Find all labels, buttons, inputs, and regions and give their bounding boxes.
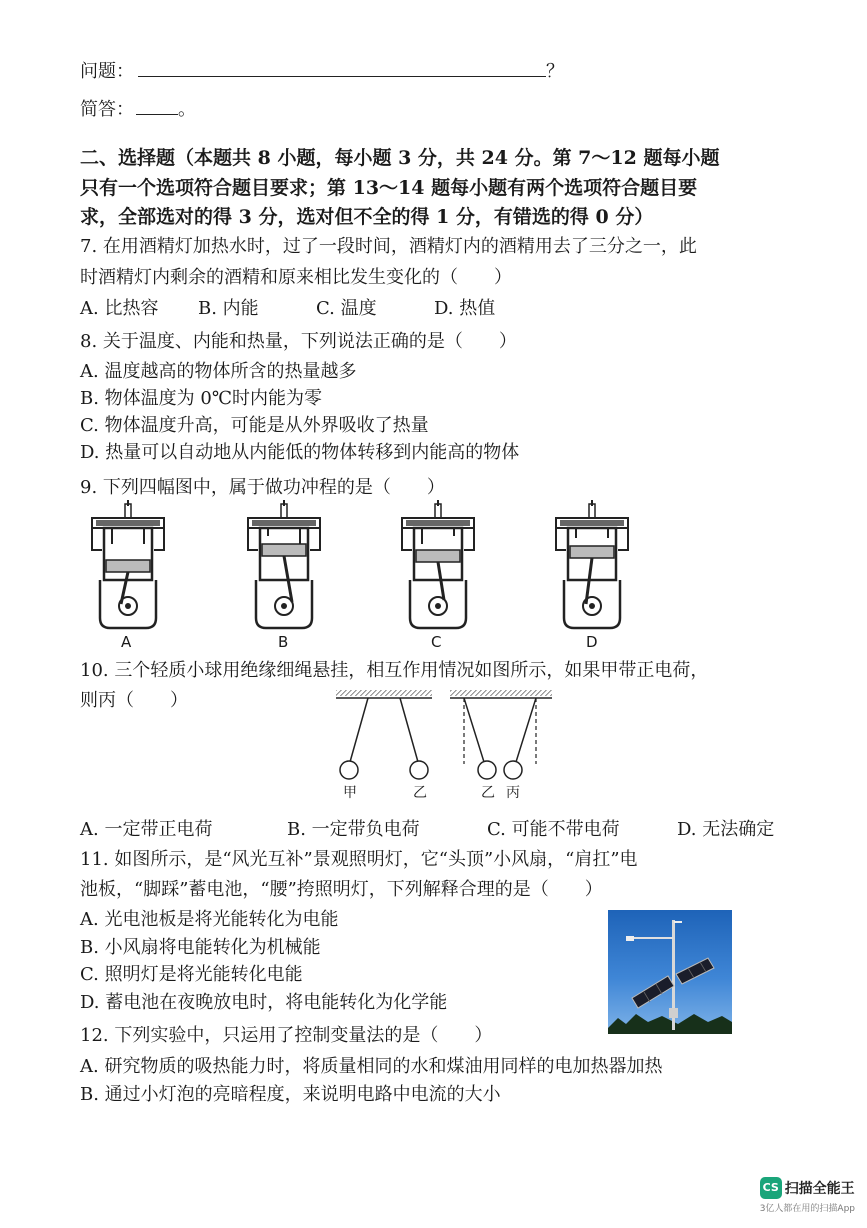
q7-options <box>80 297 495 321</box>
engine-label-b: B <box>278 633 289 651</box>
q8-option-d: D. 热量可以自动地从内能低的物体转移到内能高的物体 <box>80 442 520 463</box>
answer-blank <box>136 96 178 115</box>
question-blank <box>138 58 546 77</box>
q10-option-b: B. 一定带负电荷 <box>287 819 420 840</box>
q8-option-a: A. 温度越高的物体所含的热量越多 <box>80 361 357 382</box>
engine-c <box>402 500 474 628</box>
q12-stem: 12. 下列实验中，只运用了控制变量法的是（ ） <box>80 1025 493 1046</box>
answer-line <box>80 96 196 122</box>
q12-option-a: A. 研究物质的吸热能力时，将质量相同的水和煤油用同样的电加热器加热 <box>80 1056 663 1077</box>
ball-label-jia: 甲 <box>343 785 357 801</box>
scanner-app-name: 扫描全能王 <box>784 1181 855 1197</box>
scanner-watermark <box>760 1177 855 1214</box>
q7-option-c: C. 温度 <box>316 298 377 319</box>
ball-label-yi-1: 乙 <box>413 785 427 801</box>
section-heading-line-2: 只有一个选项符合题目要求；第 13～14 题每小题有两个选项符合题目要 <box>80 177 698 199</box>
q9-engine-figures <box>0 500 867 635</box>
q11-option-d: D. 蓄电池在夜晚放电时，将电能转化为化学能 <box>80 992 448 1013</box>
q11-option-c: C. 照明灯是将光能转化电能 <box>80 964 303 985</box>
q11-option-a: A. 光电池板是将光能转化为电能 <box>80 909 339 930</box>
q11-stem-line-1: 11. 如图所示，是“风光互补”景观照明灯，它“头顶”小风扇，“肩扛”电 <box>80 849 638 870</box>
q10-stem-line-2: 则丙（ ） <box>80 690 188 711</box>
q10-stem-line-1: 10. 三个轻质小球用绝缘细绳悬挂，相互作用情况如图所示，如果甲带正电荷， <box>80 660 709 681</box>
engine-label-c: C <box>431 633 442 651</box>
answer-label: 简答： <box>80 99 134 120</box>
q11-stem-line-2: 池板，“脚踩”蓄电池，“腰”挎照明灯，下列解释合理的是（ ） <box>80 879 603 900</box>
q10-option-c: C. 可能不带电荷 <box>487 819 620 840</box>
q10-option-a: A. 一定带正电荷 <box>80 819 213 840</box>
section-heading-line-3: 求，全部选对的得 3 分，选对但不全的得 1 分，有错选的得 0 分） <box>80 206 654 228</box>
q8-option-c: C. 物体温度升高，可能是从外界吸收了热量 <box>80 415 429 436</box>
streetlight-photo <box>608 910 732 1034</box>
engine-a <box>92 500 164 628</box>
scanner-tagline: 3亿人都在用的扫描App <box>759 1204 855 1214</box>
q7-option-d: D. 热值 <box>434 298 496 319</box>
q7-stem-line-2: 时酒精灯内剩余的酒精和原来相比发生变化的（ ） <box>80 267 512 288</box>
q7-option-a: A. 比热容 <box>80 298 159 319</box>
engine-label-a: A <box>121 633 132 651</box>
q11-option-b: B. 小风扇将电能转化为机械能 <box>80 937 321 958</box>
engine-d <box>556 500 628 628</box>
q12-option-b: B. 通过小灯泡的亮暗程度，来说明电路中电流的大小 <box>80 1084 501 1105</box>
q8-stem: 8. 关于温度、内能和热量，下列说法正确的是（ ） <box>80 331 517 352</box>
q10-options <box>80 818 774 842</box>
scanner-logo-icon: CS <box>760 1177 782 1199</box>
question-end: ？ <box>546 61 564 82</box>
q8-option-b: B. 物体温度为 0℃时内能为零 <box>80 388 322 409</box>
engine-label-d: D <box>586 633 598 651</box>
solar-wind-light-illustration <box>608 910 732 1034</box>
q10-option-d: D. 无法确定 <box>677 819 775 840</box>
section-heading-line-1: 二、选择题（本题共 8 小题，每小题 3 分，共 24 分。第 7～12 题每小题 <box>80 147 720 169</box>
q7-stem-line-1: 7. 在用酒精灯加热水时，过了一段时间，酒精灯内的酒精用去了三分之一，此 <box>80 236 697 257</box>
ball-label-bing: 丙 <box>506 785 520 801</box>
answer-end: 。 <box>178 99 196 120</box>
q9-stem: 9. 下列四幅图中，属于做功冲程的是（ ） <box>80 477 445 498</box>
q7-option-b: B. 内能 <box>198 298 259 319</box>
question-label: 问题： <box>80 61 134 82</box>
ball-label-yi-2: 乙 <box>481 785 495 801</box>
engine-b <box>248 500 320 628</box>
q10-balls-figure <box>330 686 560 786</box>
question-line <box>80 58 564 84</box>
